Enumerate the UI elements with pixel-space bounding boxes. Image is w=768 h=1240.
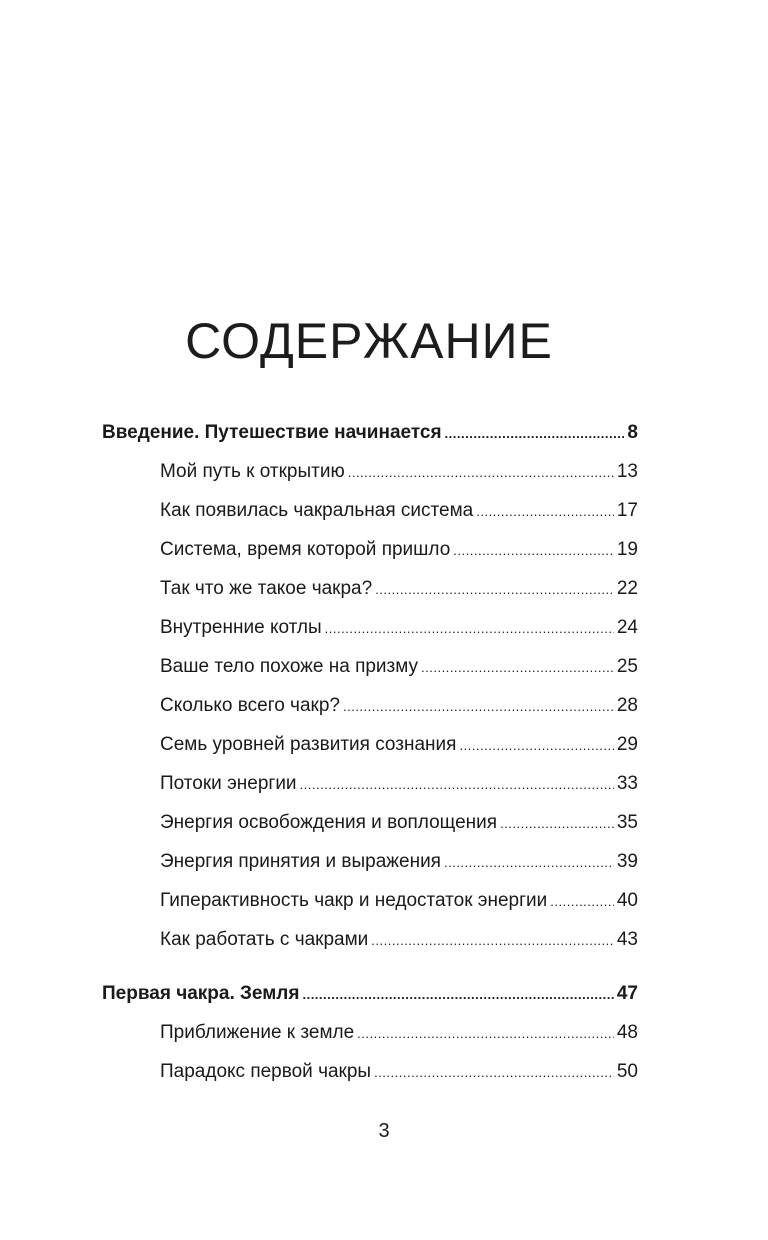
dot-leader — [500, 811, 614, 836]
toc-entry-page: 13 — [616, 461, 638, 482]
dot-leader — [325, 616, 614, 641]
toc-entry-label: Гиперактивность чакр и недостаток энергии — [160, 890, 548, 911]
toc-entry[interactable] — [160, 889, 638, 914]
toc-entry-label: Приближение к земле — [160, 1022, 355, 1043]
dot-leader — [348, 460, 614, 485]
toc-entry-label: Как работать с чакрами — [160, 929, 369, 950]
dot-leader — [302, 982, 613, 1007]
dot-leader — [459, 733, 613, 758]
toc-entry-page: 40 — [616, 890, 638, 911]
toc-entry-page: 17 — [616, 500, 638, 521]
toc-entry-label: Внутренние котлы — [160, 617, 322, 638]
toc-entry[interactable] — [160, 811, 638, 836]
toc-entry-page: 43 — [616, 929, 638, 950]
dot-leader — [445, 421, 625, 446]
dot-leader — [343, 694, 614, 719]
toc-entry[interactable] — [160, 460, 638, 485]
toc-entry-label: Введение. Путешествие начинается — [102, 422, 442, 443]
toc-entry[interactable] — [160, 772, 638, 797]
page-title: СОДЕРЖАНИЕ — [185, 313, 553, 369]
toc-entry-label: Сколько всего чакр? — [160, 695, 340, 716]
toc-entry-page: 22 — [616, 578, 638, 599]
toc-entry-label: Энергия освобождения и воплощения — [160, 812, 498, 833]
toc-entry-page: 28 — [616, 695, 638, 716]
toc-entry-label: Так что же такое чакра? — [160, 578, 373, 599]
toc-entry[interactable] — [160, 538, 638, 563]
toc-entry-label: Энергия принятия и выражения — [160, 851, 441, 872]
toc-entry-page: 50 — [616, 1061, 638, 1082]
toc-entry-page: 35 — [616, 812, 638, 833]
toc-entry-page: 39 — [616, 851, 638, 872]
toc-entry-page: 47 — [616, 983, 638, 1004]
toc-entry[interactable] — [160, 1060, 638, 1085]
toc-entry-page: 29 — [616, 734, 638, 755]
toc-entry-page: 8 — [627, 422, 638, 443]
toc-entry[interactable] — [160, 928, 638, 953]
dot-leader — [374, 1060, 614, 1085]
dot-leader — [421, 655, 614, 680]
toc-entry-page: 48 — [616, 1022, 638, 1043]
toc-entry[interactable] — [102, 982, 638, 1007]
toc-entry-label: Первая чакра. Земля — [102, 983, 300, 1004]
toc-entry-label: Система, время которой пришло — [160, 539, 451, 560]
dot-leader — [300, 772, 614, 797]
dot-leader — [453, 538, 614, 563]
toc-entry-page: 24 — [616, 617, 638, 638]
dot-leader — [357, 1021, 614, 1046]
dot-leader — [375, 577, 614, 602]
toc-entry[interactable] — [160, 616, 638, 641]
toc-entry[interactable] — [160, 694, 638, 719]
toc-entry-label: Как появилась чакральная система — [160, 500, 474, 521]
dot-leader — [476, 499, 614, 524]
dot-leader — [550, 889, 614, 914]
toc-entry[interactable] — [160, 655, 638, 680]
toc-entry-label: Ваше тело похоже на призму — [160, 656, 419, 677]
toc-entry-label: Потоки энергии — [160, 773, 297, 794]
toc-entry-label: Парадокс первой чакры — [160, 1061, 372, 1082]
toc-entry[interactable] — [102, 421, 638, 446]
toc-entry[interactable] — [160, 577, 638, 602]
dot-leader — [444, 850, 614, 875]
toc-entry[interactable] — [160, 733, 638, 758]
toc-entry-label: Семь уровней развития сознания — [160, 734, 457, 755]
toc-entry-page: 25 — [616, 656, 638, 677]
toc-entry[interactable] — [160, 499, 638, 524]
toc-entry[interactable] — [160, 1021, 638, 1046]
toc-entry-page: 19 — [616, 539, 638, 560]
page-number: 3 — [378, 1120, 390, 1142]
dot-leader — [371, 928, 614, 953]
toc-entry[interactable] — [160, 850, 638, 875]
toc-entry-page: 33 — [616, 773, 638, 794]
toc-entry-label: Мой путь к открытию — [160, 461, 345, 482]
